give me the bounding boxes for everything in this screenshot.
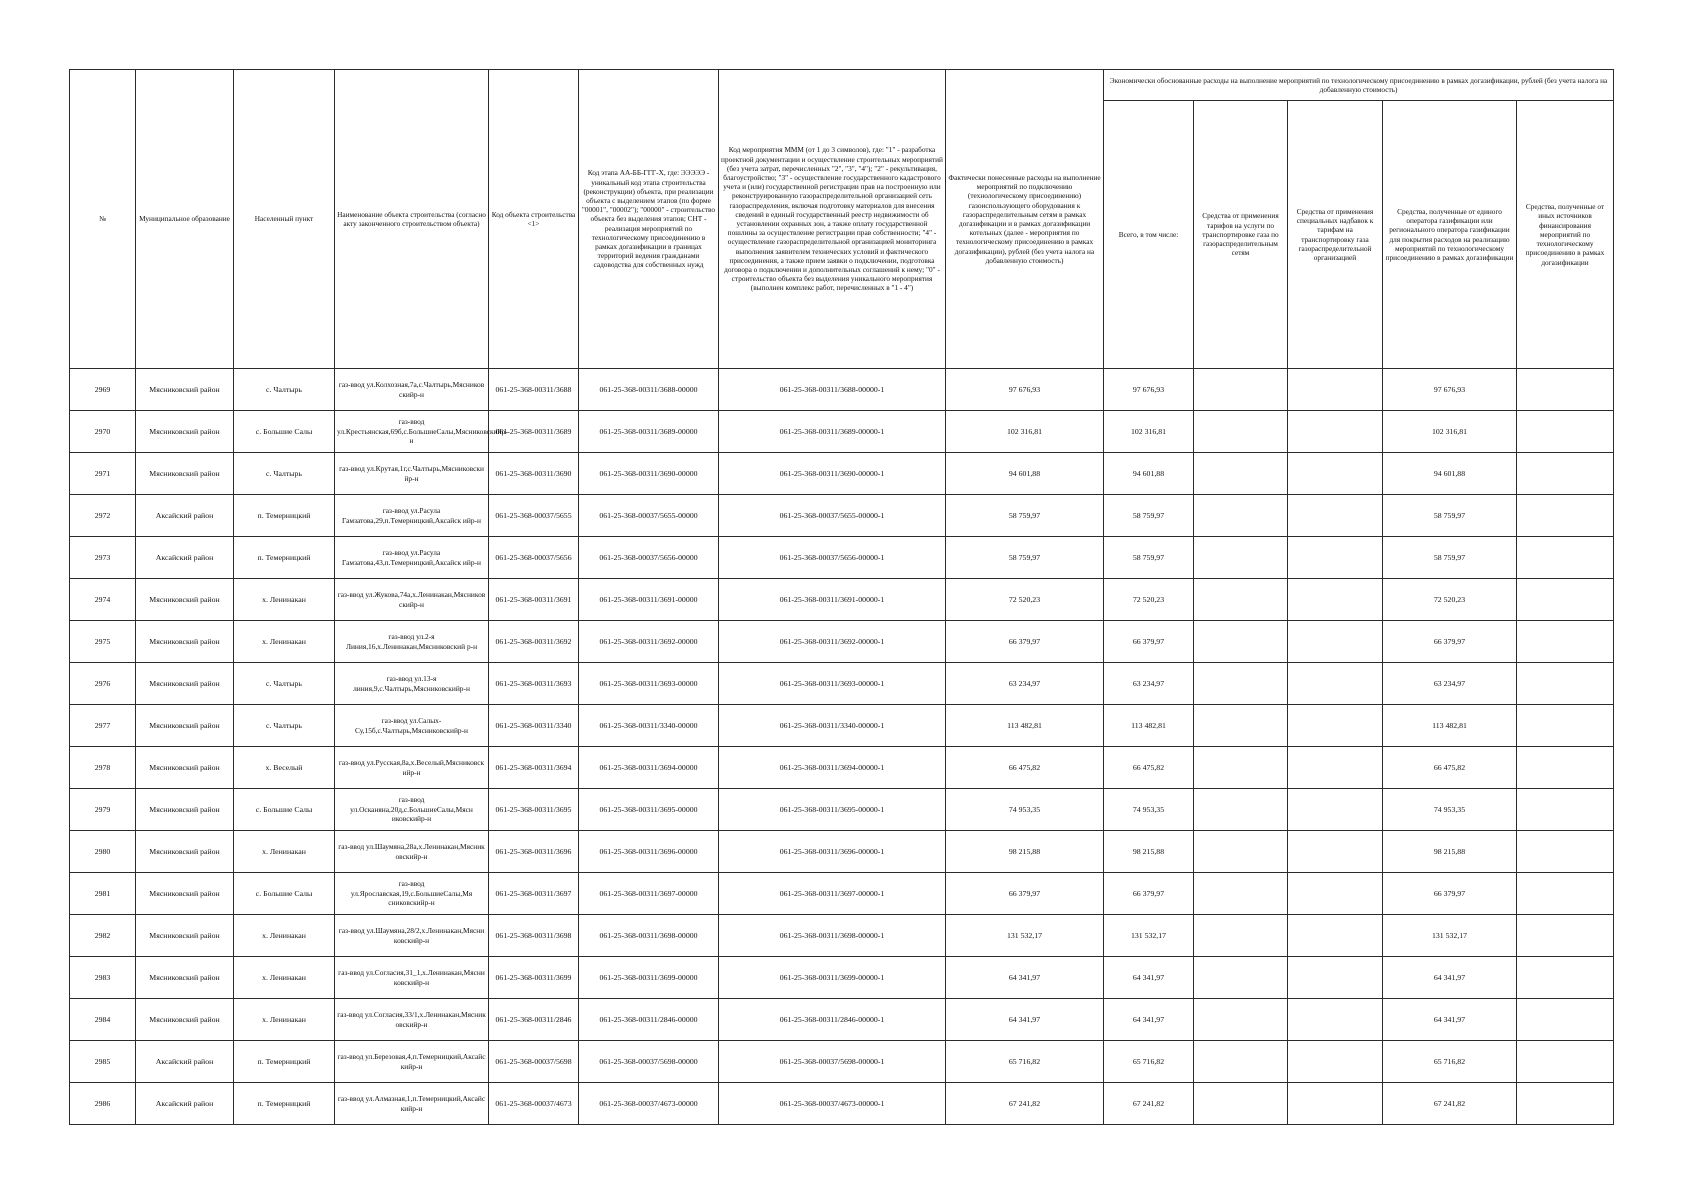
actual-costs-cell: 94 601,88	[946, 453, 1104, 495]
actual-costs-cell: 65 716,82	[946, 1041, 1104, 1083]
other-sources-cell	[1517, 705, 1614, 747]
object-code-cell: 061-25-368-00311/3694	[489, 747, 579, 789]
event-code-cell: 061-25-368-00311/3693-00000-1	[719, 663, 946, 705]
stage-code-cell: 061-25-368-00311/3340-00000	[579, 705, 719, 747]
table-row	[70, 1041, 1614, 1083]
settlement-cell: п. Темерницкий	[234, 495, 335, 537]
actual-costs-cell: 58 759,97	[946, 495, 1104, 537]
other-sources-cell	[1517, 915, 1614, 957]
table-row	[70, 663, 1614, 705]
stage-code-cell: 061-25-368-00037/5656-00000	[579, 537, 719, 579]
regional-operator-cell: 66 379,97	[1383, 873, 1517, 915]
object-name-cell: газ-ввод ул.Крутая,1г,с.Чалтырь,Мясниковски йр-н	[335, 453, 489, 495]
regional-operator-cell: 66 379,97	[1383, 621, 1517, 663]
special-surcharge-cell	[1288, 999, 1383, 1041]
tariff-cell	[1194, 789, 1288, 831]
municipality-cell: Мясниковский район	[136, 831, 234, 873]
stage-code-cell: 061-25-368-00311/3689-00000	[579, 411, 719, 453]
settlement-cell: х. Ленинакан	[234, 999, 335, 1041]
stage-code-cell: 061-25-368-00311/3696-00000	[579, 831, 719, 873]
event-code-cell: 061-25-368-00311/3690-00000-1	[719, 453, 946, 495]
municipality-cell: Мясниковский район	[136, 453, 234, 495]
total-cell: 67 241,82	[1104, 1083, 1194, 1125]
regional-operator-cell: 131 532,17	[1383, 915, 1517, 957]
total-cell: 97 676,93	[1104, 369, 1194, 411]
total-cell: 98 215,88	[1104, 831, 1194, 873]
row-number: 2980	[70, 831, 136, 873]
regional-operator-cell: 74 953,35	[1383, 789, 1517, 831]
tariff-cell	[1194, 747, 1288, 789]
header-object-code: Код объекта строительства <1>	[489, 70, 579, 369]
municipality-cell: Мясниковский район	[136, 579, 234, 621]
other-sources-cell	[1517, 1041, 1614, 1083]
regional-operator-cell: 64 341,97	[1383, 957, 1517, 999]
special-surcharge-cell	[1288, 831, 1383, 873]
header-total: Всего, в том числе:	[1104, 101, 1194, 369]
event-code-cell: 061-25-368-00311/3694-00000-1	[719, 747, 946, 789]
total-cell: 113 482,81	[1104, 705, 1194, 747]
tariff-cell	[1194, 495, 1288, 537]
tariff-cell	[1194, 411, 1288, 453]
total-cell: 65 716,82	[1104, 1041, 1194, 1083]
municipality-cell: Аксайский район	[136, 1083, 234, 1125]
municipality-cell: Мясниковский район	[136, 915, 234, 957]
other-sources-cell	[1517, 1083, 1614, 1125]
table-row	[70, 1083, 1614, 1125]
tariff-cell	[1194, 957, 1288, 999]
tariff-cell	[1194, 1083, 1288, 1125]
event-code-cell: 061-25-368-00037/4673-00000-1	[719, 1083, 946, 1125]
object-name-cell: газ-ввод ул.Шаумяна,28/2,х.Ленинакан,Мясни ковскийр-н	[335, 915, 489, 957]
row-number: 2985	[70, 1041, 136, 1083]
municipality-cell: Мясниковский район	[136, 411, 234, 453]
event-code-cell: 061-25-368-00311/3696-00000-1	[719, 831, 946, 873]
regional-operator-cell: 97 676,93	[1383, 369, 1517, 411]
tariff-cell	[1194, 663, 1288, 705]
stage-code-cell: 061-25-368-00311/3697-00000	[579, 873, 719, 915]
event-code-cell: 061-25-368-00311/3695-00000-1	[719, 789, 946, 831]
tariff-cell	[1194, 999, 1288, 1041]
settlement-cell: с. Большие Салы	[234, 789, 335, 831]
row-number: 2971	[70, 453, 136, 495]
actual-costs-cell: 64 341,97	[946, 999, 1104, 1041]
actual-costs-cell: 74 953,35	[946, 789, 1104, 831]
table-row	[70, 999, 1614, 1041]
object-code-cell: 061-25-368-00311/3699	[489, 957, 579, 999]
stage-code-cell: 061-25-368-00311/2846-00000	[579, 999, 719, 1041]
settlement-cell: с. Чалтырь	[234, 663, 335, 705]
actual-costs-cell: 63 234,97	[946, 663, 1104, 705]
municipality-cell: Мясниковский район	[136, 369, 234, 411]
other-sources-cell	[1517, 411, 1614, 453]
settlement-cell: х. Веселый	[234, 747, 335, 789]
municipality-cell: Аксайский район	[136, 537, 234, 579]
other-sources-cell	[1517, 579, 1614, 621]
header-no: №	[70, 70, 136, 369]
total-cell: 63 234,97	[1104, 663, 1194, 705]
row-number: 2981	[70, 873, 136, 915]
other-sources-cell	[1517, 957, 1614, 999]
object-code-cell: 061-25-368-00311/3689	[489, 411, 579, 453]
header-stage-code: Код этапа АА-ББ-ГГГ-Х, где: ЭЭЭЭЭ - уникальный код этапа строительства (реконструкции) объекта, при реализации объекта с выделением этапов (по форме "00001", "00002"); "00000" - строительство объекта без выделения этапов; СНТ - реализация мероприятий по технологическому присоединению в рамках догазификации в границах территорий ведения гражданами садоводства для собственных нужд	[579, 70, 719, 369]
table-row	[70, 537, 1614, 579]
special-surcharge-cell	[1288, 957, 1383, 999]
municipality-cell: Мясниковский район	[136, 873, 234, 915]
special-surcharge-cell	[1288, 873, 1383, 915]
table-row	[70, 495, 1614, 537]
table-row	[70, 831, 1614, 873]
municipality-cell: Мясниковский район	[136, 621, 234, 663]
object-name-cell: газ-ввод ул.Салых-Су,15б,с.Чалтырь,Мясниковскийр-н	[335, 705, 489, 747]
total-cell: 58 759,97	[1104, 537, 1194, 579]
special-surcharge-cell	[1288, 705, 1383, 747]
object-code-cell: 061-25-368-00037/4673	[489, 1083, 579, 1125]
tariff-cell	[1194, 369, 1288, 411]
object-code-cell: 061-25-368-00311/3691	[489, 579, 579, 621]
municipality-cell: Мясниковский район	[136, 747, 234, 789]
settlement-cell: с. Чалтырь	[234, 453, 335, 495]
other-sources-cell	[1517, 537, 1614, 579]
other-sources-cell	[1517, 369, 1614, 411]
header-municipality: Муниципальное образование	[136, 70, 234, 369]
table-row	[70, 453, 1614, 495]
row-number: 2978	[70, 747, 136, 789]
total-cell: 66 379,97	[1104, 621, 1194, 663]
object-name-cell: газ-ввод ул.Расула Гамзатова,29,п.Темерницкий,Аксайск ийр-н	[335, 495, 489, 537]
object-code-cell: 061-25-368-00311/3692	[489, 621, 579, 663]
event-code-cell: 061-25-368-00311/3698-00000-1	[719, 915, 946, 957]
regional-operator-cell: 65 716,82	[1383, 1041, 1517, 1083]
municipality-cell: Мясниковский район	[136, 705, 234, 747]
regional-operator-cell: 72 520,23	[1383, 579, 1517, 621]
object-code-cell: 061-25-368-00311/3690	[489, 453, 579, 495]
stage-code-cell: 061-25-368-00037/5655-00000	[579, 495, 719, 537]
table-body	[70, 369, 1614, 1125]
settlement-cell: х. Ленинакан	[234, 831, 335, 873]
event-code-cell: 061-25-368-00311/3697-00000-1	[719, 873, 946, 915]
table-row	[70, 873, 1614, 915]
object-code-cell: 061-25-368-00037/5698	[489, 1041, 579, 1083]
object-name-cell: газ-ввод ул.Жукова,74а,х.Ленинакан,Мясников скийр-н	[335, 579, 489, 621]
row-number: 2969	[70, 369, 136, 411]
actual-costs-cell: 97 676,93	[946, 369, 1104, 411]
other-sources-cell	[1517, 663, 1614, 705]
regional-operator-cell: 94 601,88	[1383, 453, 1517, 495]
header-special-surcharge: Средства от применения специальных надбавок к тарифам на транспортировку газа газораспределительной организацией	[1288, 101, 1383, 369]
event-code-cell: 061-25-368-00311/3699-00000-1	[719, 957, 946, 999]
stage-code-cell: 061-25-368-00037/5698-00000	[579, 1041, 719, 1083]
object-name-cell: газ-ввод ул.Крестьянская,69б,с.БольшиеСалы,Мясниковскийр-н	[335, 411, 489, 453]
settlement-cell: х. Ленинакан	[234, 957, 335, 999]
regional-operator-cell: 63 234,97	[1383, 663, 1517, 705]
actual-costs-cell: 67 241,82	[946, 1083, 1104, 1125]
tariff-cell	[1194, 579, 1288, 621]
settlement-cell: с. Чалтырь	[234, 705, 335, 747]
table-row	[70, 621, 1614, 663]
special-surcharge-cell	[1288, 453, 1383, 495]
table-header	[70, 70, 1614, 369]
municipality-cell: Мясниковский район	[136, 663, 234, 705]
settlement-cell: п. Темерницкий	[234, 1041, 335, 1083]
stage-code-cell: 061-25-368-00311/3699-00000	[579, 957, 719, 999]
stage-code-cell: 061-25-368-00311/3692-00000	[579, 621, 719, 663]
header-actual-costs: Фактически понесенные расходы на выполнение мероприятий по подключению (технологическому присоединению) газоиспользующего оборудования к газораспределительным сетям в рамках догазификации и в рамках догазификации котельных (далее - мероприятия по технологическому присоединению в рамках догазификации), рублей (без учета налога на добавленную стоимость)	[946, 70, 1104, 369]
header-other-sources: Средства, полученные от иных источников финансирования мероприятий по технологическому присоединению в рамках догазификации	[1517, 101, 1614, 369]
table-row	[70, 789, 1614, 831]
object-name-cell: газ-ввод ул.Колхозная,7а,с.Чалтырь,Мясников скийр-н	[335, 369, 489, 411]
tariff-cell	[1194, 1041, 1288, 1083]
header-tariff-transport: Средства от применения тарифов на услуги по транспортировке газа по газораспределительным сетям	[1194, 101, 1288, 369]
stage-code-cell: 061-25-368-00311/3690-00000	[579, 453, 719, 495]
total-cell: 74 953,35	[1104, 789, 1194, 831]
object-code-cell: 061-25-368-00311/3695	[489, 789, 579, 831]
tariff-cell	[1194, 621, 1288, 663]
special-surcharge-cell	[1288, 495, 1383, 537]
table-row	[70, 579, 1614, 621]
settlement-cell: х. Ленинакан	[234, 621, 335, 663]
event-code-cell: 061-25-368-00311/3688-00000-1	[719, 369, 946, 411]
other-sources-cell	[1517, 495, 1614, 537]
special-surcharge-cell	[1288, 789, 1383, 831]
special-surcharge-cell	[1288, 1041, 1383, 1083]
object-code-cell: 061-25-368-00311/2846	[489, 999, 579, 1041]
object-code-cell: 061-25-368-00311/3340	[489, 705, 579, 747]
settlement-cell: с. Чалтырь	[234, 369, 335, 411]
event-code-cell: 061-25-368-00311/3689-00000-1	[719, 411, 946, 453]
total-cell: 131 532,17	[1104, 915, 1194, 957]
event-code-cell: 061-25-368-00311/3692-00000-1	[719, 621, 946, 663]
other-sources-cell	[1517, 621, 1614, 663]
header-econ-group: Экономически обоснованные расходы на выполнение мероприятий по технологическому присоединению в рамках догазификации, рублей (без учета налога на добавленную стоимость)	[1104, 70, 1614, 101]
special-surcharge-cell	[1288, 369, 1383, 411]
total-cell: 102 316,81	[1104, 411, 1194, 453]
table-row	[70, 705, 1614, 747]
settlement-cell: х. Ленинакан	[234, 915, 335, 957]
object-name-cell: газ-ввод ул.2-я Линия,16,х.Ленинакан,Мясниковский р-н	[335, 621, 489, 663]
settlement-cell: с. Большие Салы	[234, 411, 335, 453]
total-cell: 58 759,97	[1104, 495, 1194, 537]
actual-costs-cell: 131 532,17	[946, 915, 1104, 957]
regional-operator-cell: 66 475,82	[1383, 747, 1517, 789]
settlement-cell: с. Большие Салы	[234, 873, 335, 915]
regional-operator-cell: 102 316,81	[1383, 411, 1517, 453]
event-code-cell: 061-25-368-00311/3691-00000-1	[719, 579, 946, 621]
actual-costs-cell: 66 379,97	[946, 873, 1104, 915]
regional-operator-cell: 113 482,81	[1383, 705, 1517, 747]
municipality-cell: Мясниковский район	[136, 957, 234, 999]
settlement-cell: п. Темерницкий	[234, 1083, 335, 1125]
stage-code-cell: 061-25-368-00311/3688-00000	[579, 369, 719, 411]
register-table	[69, 69, 1614, 1125]
other-sources-cell	[1517, 831, 1614, 873]
object-code-cell: 061-25-368-00311/3698	[489, 915, 579, 957]
object-name-cell: газ-ввод ул.Алмазная,1,п.Темерницкий,Аксайс кийр-н	[335, 1083, 489, 1125]
object-name-cell: газ-ввод ул.Русская,8а,х.Веселый,Мясниковск ийр-н	[335, 747, 489, 789]
event-code-cell: 061-25-368-00311/3340-00000-1	[719, 705, 946, 747]
row-number: 2976	[70, 663, 136, 705]
total-cell: 66 379,97	[1104, 873, 1194, 915]
stage-code-cell: 061-25-368-00311/3694-00000	[579, 747, 719, 789]
header-event-code: Код мероприятия МММ (от 1 до 3 символов), где: "1" - разработка проектной документации и осуществление строительных мероприятий (без учета затрат, перечисленных "2", "3", "4"); "2" - рекультивация, благоустройство; "3" - осуществление государственного кадастрового учета и (или) государственной регистрации прав на построенную или реконструированную газораспределительной организацией сеть газораспределения, включая подготовку материалов для внесения сведений в единый государственный реестр недвижимости об установлении охранных зон, а также оплату государственной пошлины за осуществление регистрации прав собственности; "4" - осуществление газораспределительной организацией мониторинга выполнения заявителем технических условий и фактического присоединения, а также прием заявки о подключении, подготовка договора о подключении и дополнительных соглашений к нему; "0" - строительство объекта без выделения уникального мероприятия (выполнен комплекс работ, перечисленных в "1 - 4")	[719, 70, 946, 369]
total-cell: 64 341,97	[1104, 957, 1194, 999]
special-surcharge-cell	[1288, 1083, 1383, 1125]
event-code-cell: 061-25-368-00037/5655-00000-1	[719, 495, 946, 537]
row-number: 2984	[70, 999, 136, 1041]
header-regional-operator: Средства, полученные от единого оператора газификации или регионального оператора газификации для покрытия расходов на реализацию мероприятий по технологическому присоединению в рамках догазификации	[1383, 101, 1517, 369]
tariff-cell	[1194, 705, 1288, 747]
total-cell: 94 601,88	[1104, 453, 1194, 495]
municipality-cell: Мясниковский район	[136, 999, 234, 1041]
actual-costs-cell: 72 520,23	[946, 579, 1104, 621]
total-cell: 72 520,23	[1104, 579, 1194, 621]
object-name-cell: газ-ввод ул.Согласия,31_1,х.Ленинакан,Мясни ковскийр-н	[335, 957, 489, 999]
tariff-cell	[1194, 873, 1288, 915]
other-sources-cell	[1517, 999, 1614, 1041]
settlement-cell: п. Темерницкий	[234, 537, 335, 579]
stage-code-cell: 061-25-368-00311/3695-00000	[579, 789, 719, 831]
row-number: 2975	[70, 621, 136, 663]
row-number: 2986	[70, 1083, 136, 1125]
actual-costs-cell: 98 215,88	[946, 831, 1104, 873]
object-name-cell: газ-ввод ул.Шаумяна,28а,х.Ленинакан,Мясник овскийр-н	[335, 831, 489, 873]
special-surcharge-cell	[1288, 915, 1383, 957]
object-name-cell: газ-ввод ул.Согласия,33/1,х.Ленинакан,Мясник овскийр-н	[335, 999, 489, 1041]
object-name-cell: газ-ввод ул.13-я линия,9,с.Чалтырь,Мясниковскийр-н	[335, 663, 489, 705]
object-name-cell: газ-ввод ул.Расула Гамзатова,43,п.Темерницкий,Аксайск ийр-н	[335, 537, 489, 579]
municipality-cell: Мясниковский район	[136, 789, 234, 831]
table-row	[70, 411, 1614, 453]
row-number: 2970	[70, 411, 136, 453]
special-surcharge-cell	[1288, 621, 1383, 663]
row-number: 2982	[70, 915, 136, 957]
regional-operator-cell: 67 241,82	[1383, 1083, 1517, 1125]
tariff-cell	[1194, 537, 1288, 579]
actual-costs-cell: 113 482,81	[946, 705, 1104, 747]
actual-costs-cell: 102 316,81	[946, 411, 1104, 453]
object-name-cell: газ-ввод ул.Ярославская,19,с.БольшиеСалы,Мя сниковскийр-н	[335, 873, 489, 915]
stage-code-cell: 061-25-368-00311/3698-00000	[579, 915, 719, 957]
total-cell: 66 475,82	[1104, 747, 1194, 789]
table-row	[70, 369, 1614, 411]
row-number: 2972	[70, 495, 136, 537]
actual-costs-cell: 58 759,97	[946, 537, 1104, 579]
actual-costs-cell: 66 379,97	[946, 621, 1104, 663]
object-code-cell: 061-25-368-00311/3696	[489, 831, 579, 873]
object-code-cell: 061-25-368-00311/3688	[489, 369, 579, 411]
header-settlement: Населенный пункт	[234, 70, 335, 369]
event-code-cell: 061-25-368-00037/5656-00000-1	[719, 537, 946, 579]
special-surcharge-cell	[1288, 537, 1383, 579]
object-code-cell: 061-25-368-00037/5655	[489, 495, 579, 537]
row-number: 2979	[70, 789, 136, 831]
table-row	[70, 915, 1614, 957]
row-number: 2973	[70, 537, 136, 579]
stage-code-cell: 061-25-368-00037/4673-00000	[579, 1083, 719, 1125]
special-surcharge-cell	[1288, 663, 1383, 705]
object-code-cell: 061-25-368-00037/5656	[489, 537, 579, 579]
row-number: 2974	[70, 579, 136, 621]
municipality-cell: Аксайский район	[136, 495, 234, 537]
settlement-cell: х. Ленинакан	[234, 579, 335, 621]
table-row	[70, 957, 1614, 999]
other-sources-cell	[1517, 873, 1614, 915]
tariff-cell	[1194, 831, 1288, 873]
object-name-cell: газ-ввод ул.Осканяна,20д,с.БольшиеСалы,Мясн иковскийр-н	[335, 789, 489, 831]
object-code-cell: 061-25-368-00311/3693	[489, 663, 579, 705]
table-row	[70, 747, 1614, 789]
special-surcharge-cell	[1288, 411, 1383, 453]
event-code-cell: 061-25-368-00311/2846-00000-1	[719, 999, 946, 1041]
municipality-cell: Аксайский район	[136, 1041, 234, 1083]
tariff-cell	[1194, 915, 1288, 957]
tariff-cell	[1194, 453, 1288, 495]
other-sources-cell	[1517, 453, 1614, 495]
special-surcharge-cell	[1288, 747, 1383, 789]
regional-operator-cell: 58 759,97	[1383, 495, 1517, 537]
actual-costs-cell: 64 341,97	[946, 957, 1104, 999]
other-sources-cell	[1517, 789, 1614, 831]
object-code-cell: 061-25-368-00311/3697	[489, 873, 579, 915]
row-number: 2977	[70, 705, 136, 747]
special-surcharge-cell	[1288, 579, 1383, 621]
stage-code-cell: 061-25-368-00311/3693-00000	[579, 663, 719, 705]
total-cell: 64 341,97	[1104, 999, 1194, 1041]
event-code-cell: 061-25-368-00037/5698-00000-1	[719, 1041, 946, 1083]
stage-code-cell: 061-25-368-00311/3691-00000	[579, 579, 719, 621]
row-number: 2983	[70, 957, 136, 999]
regional-operator-cell: 98 215,88	[1383, 831, 1517, 873]
regional-operator-cell: 58 759,97	[1383, 537, 1517, 579]
regional-operator-cell: 64 341,97	[1383, 999, 1517, 1041]
object-name-cell: газ-ввод ул.Березовая,4,п.Темерницкий,Аксайс кийр-н	[335, 1041, 489, 1083]
other-sources-cell	[1517, 747, 1614, 789]
actual-costs-cell: 66 475,82	[946, 747, 1104, 789]
header-object-name: Наименование объекта строительства (согласно акту законченного строительством объекта)	[335, 70, 489, 369]
